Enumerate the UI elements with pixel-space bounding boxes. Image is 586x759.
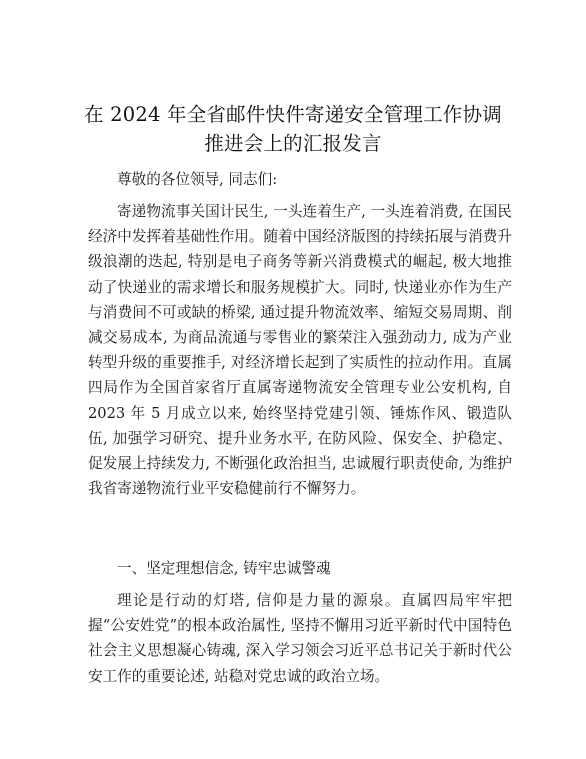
section-1-paragraph: 理论是行动的灯塔, 信仰是力量的源泉。直属四局牢牢把握“公安姓党”的根本政治属性, 坚持不懈用习近平新时代中国特色社会主义思想凝心铸魂, 深入学习领会习近平总书记关于新时代公安工作的重要论述, 站稳对党忠诚的政治立场。 xyxy=(88,592,512,685)
document-title-line-2: 推进会上的汇报发言 xyxy=(204,132,382,155)
greeting: 尊敬的各位领导, 同志们: xyxy=(117,171,278,188)
section-heading-1: 一、坚定理想信念, 铸牢忠诚警魂 xyxy=(117,560,331,577)
intro-paragraph: 寄递物流事关国计民生, 一头连着生产, 一头连着消费, 在国民经济中发挥着基础性作用。随着中国经济版图的持续拓展与消费升级浪潮的迭起, 特别是电子商务等新兴消费模式的崛起, 极大地推动了快递业的需求增长和服务规模扩大。同时, 快递业亦作为生产与消费间不可或缺的桥梁, 通过提升物流效率、缩短交易周期、削减交易成本, 为商品流通与零售业的繁荣注入强劲动力, 成为产业转型升级的重要推手, 对经济增长起到了实质性的拉动作用。直属四局作为全国首家省厅直属寄递物流安全管理专业公安机构, 自 2023 年 5 月成立以来, 始终坚持党建引领、锤炼作风、锻造队伍, 加强学习研究、提升业务水平, 在防风险、保安全、护稳定、促发展上持续发力, 不断强化政治担当, 忠诚履行职责使命, 为维护我省寄递物流行业平安稳健前行不懈努力。 xyxy=(88,203,512,498)
document-title-line-1: 在 2024 年全省邮件快件寄递安全管理工作协调 xyxy=(84,103,502,126)
